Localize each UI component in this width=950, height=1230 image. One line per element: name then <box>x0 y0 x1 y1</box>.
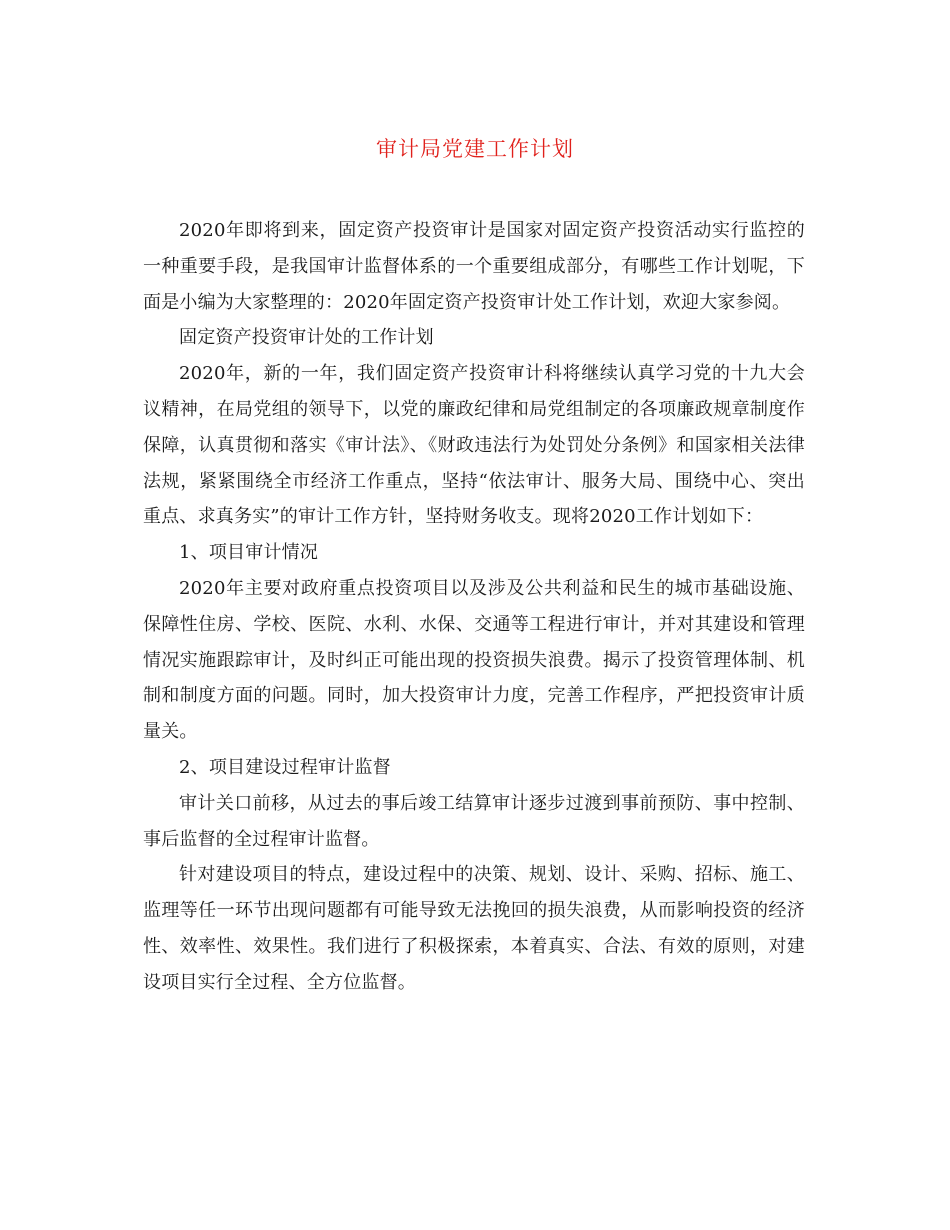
supervision-paragraph: 针对建设项目的特点，建设过程中的决策、规划、设计、采购、招标、施工、监理等任一环节出现问题都有可能导致无法挽回的损失浪费，从而影响投资的经济性、效率性、效果性。我们进行了积极探索，本着真实、合法、有效的原则，对建设项目实行全过程、全方位监督。 <box>143 864 805 993</box>
plan-overview-paragraph: 2020年，新的一年，我们固定资产投资审计科将继续认真学习党的十九大会议精神，在局党组的领导下，以党的廉政纪律和局党组制定的各项廉政规章制度作保障，认真贯彻和落实《审计法》、《财政违法行为处罚处分条例》和国家相关法律法规，紧紧围绕全市经济工作重点，坚持“依法审计、服务大局、围绕中心、突出重点、求真务实”的审计工作方针，坚持财务收支。现将2020工作计划如下： <box>143 363 805 528</box>
document-title: 审计局党建工作计划 <box>376 137 574 161</box>
section-heading-work-plan: 固定资产投资审计处的工作计划 <box>179 327 434 349</box>
section-heading-process-audit: 2、项目建设过程审计监督 <box>179 756 391 778</box>
project-audit-paragraph: 2020年主要对政府重点投资项目以及涉及公共利益和民生的城市基础设施、保障性住房、学校、医院、水利、水保、交通等工程进行审计，并对其建设和管理情况实施跟踪审计，及时纠正可能出现的投资损失浪费。揭示了投资管理体制、机制和制度方面的问题。同时，加大投资审计力度，完善工作程序，严把投资审计质量关。 <box>143 577 805 743</box>
process-audit-paragraph: 审计关口前移，从过去的事后竣工结算审计逐步过渡到事前预防、事中控制、事后监督的全过程审计监督。 <box>143 792 805 850</box>
document-body <box>143 213 805 1001</box>
section-heading-project-audit: 1、项目审计情况 <box>179 542 319 564</box>
intro-paragraph: 2020年即将到来，固定资产投资审计是国家对固定资产投资活动实行监控的一种重要手段，是我国审计监督体系的一个重要组成部分，有哪些工作计划呢，下面是小编为大家整理的：2020年固定资产投资审计处工作计划，欢迎大家参阅。 <box>143 220 805 313</box>
